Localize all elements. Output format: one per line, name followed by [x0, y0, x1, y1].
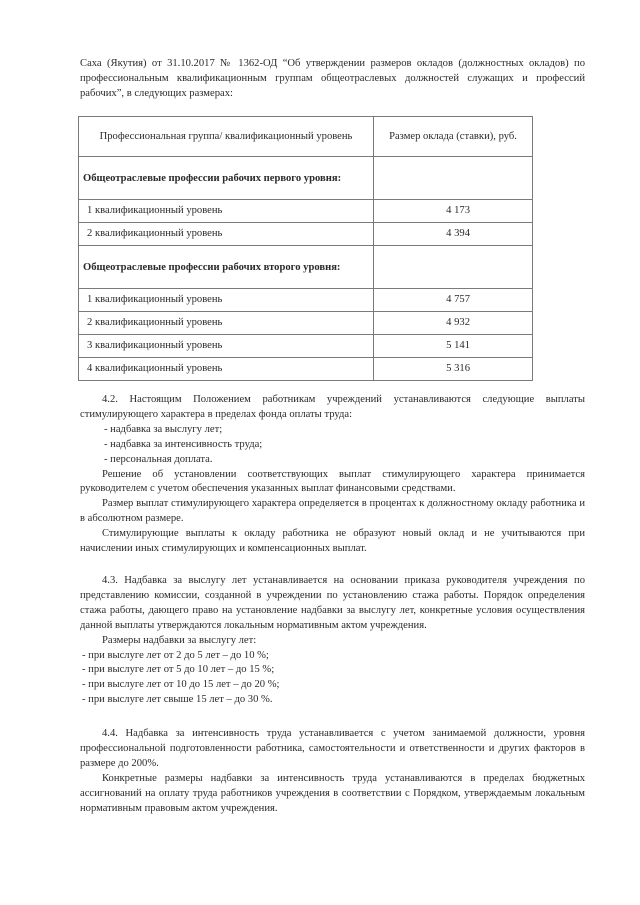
table-row [79, 312, 533, 335]
level-salary: 4 757 [374, 289, 533, 312]
section-4-2-decision: Решение об установлении соответствующих выплат стимулирующего характера принимается руководителем с учетом обеспечения указанных выплат финансовыми средствами. [80, 468, 585, 495]
section-4-2-note: Стимулирующие выплаты к окладу работника не образуют новый оклад и не учитываются при начислении иных стимулирующих и компенсационных выплат. [80, 528, 585, 555]
list-item: - надбавка за выслугу лет; [104, 423, 223, 435]
paragraph-gap [80, 557, 585, 574]
level-name: 1 квалификационный уровень [79, 289, 374, 312]
table-row [79, 200, 533, 223]
group-empty-cell [374, 157, 533, 200]
group-title: Общеотраслевые профессии рабочих второго уровня: [79, 246, 374, 289]
level-name: 3 квалификационный уровень [79, 335, 374, 358]
group-title: Общеотраслевые профессии рабочих первого уровня: [79, 157, 374, 200]
level-salary: 4 173 [374, 200, 533, 223]
level-salary: 5 141 [374, 335, 533, 358]
level-salary: 5 316 [374, 358, 533, 381]
list-item: - при выслуге лет от 10 до 15 лет – до 20 %; [82, 679, 280, 691]
section-4-3-intro: 4.3. Надбавка за выслугу лет устанавливается на основании приказа руководителя учреждения по представлению комиссии, созданной в учреждении по установлению стажа работы. Порядок определения стажа работы, дающего право на установление надбавки за выслугу лет, конкретные условия осуществления данной выплаты утверждаются локальным нормативным актом учреждения. [80, 574, 585, 631]
header-salary: Размер оклада (ставки), руб. [374, 117, 533, 157]
level-name: 2 квалификационный уровень [79, 223, 374, 246]
list-item: - надбавка за интенсивность труда; [104, 438, 263, 450]
list-item: - при выслуге лет от 2 до 5 лет – до 10 %; [82, 649, 269, 661]
table-row [79, 358, 533, 381]
section-4-2-size: Размер выплат стимулирующего характера определяется в процентах к должностному окладу работника и в абсолютном размере. [80, 498, 585, 525]
level-name: 4 квалификационный уровень [79, 358, 374, 381]
level-name: 1 квалификационный уровень [79, 200, 374, 223]
table-row [79, 223, 533, 246]
section-4-2-intro: 4.2. Настоящим Положением работникам учреждений устанавливаются следующие выплаты стимулирующего характера в пределах фонда оплаты труда: [80, 394, 585, 420]
header-group-level: Профессиональная группа/ квалификационный уровень [79, 117, 374, 157]
list-item: - персональная доплата. [104, 453, 213, 465]
table-row [79, 289, 533, 312]
section-4-4-details: Конкретные размеры надбавки за интенсивность труда устанавливаются в пределах бюджетных ассигнований на оплату труда работников учреждения в соответствии с Порядком, утверждаемым локальным нормативным правовым актом учреждения. [80, 772, 585, 814]
level-salary: 4 394 [374, 223, 533, 246]
table-group-row [79, 157, 533, 200]
level-name: 2 квалификационный уровень [79, 312, 374, 335]
group-empty-cell [374, 246, 533, 289]
intro-paragraph: Саха (Якутия) от 31.10.2017 № 1362-ОД “Об утверждении размеров окладов (должностных окладов) по профессиональным квалификационным группам общеотраслевых должностей служащих и профессий рабочих”, в следующих размерах: [80, 58, 585, 99]
salary-table [78, 116, 533, 381]
level-salary: 4 932 [374, 312, 533, 335]
section-4-3-sizes-heading: Размеры надбавки за выслугу лет: [102, 634, 257, 646]
table-group-row [79, 246, 533, 289]
list-item: - при выслуге лет свыше 15 лет – до 30 %. [82, 694, 273, 706]
section-4-4-intro: 4.4. Надбавка за интенсивность труда устанавливается с учетом занимаемой должности, уровня профессиональной подготовленности работника, самостоятельности и ответственности и других факторов в размере до 200%. [80, 728, 585, 769]
list-item: - при выслуге лет от 5 до 10 лет – до 15 %; [82, 664, 275, 676]
table-header-row [79, 117, 533, 157]
paragraph-gap [80, 708, 585, 727]
body-text [80, 393, 585, 817]
table-row [79, 335, 533, 358]
